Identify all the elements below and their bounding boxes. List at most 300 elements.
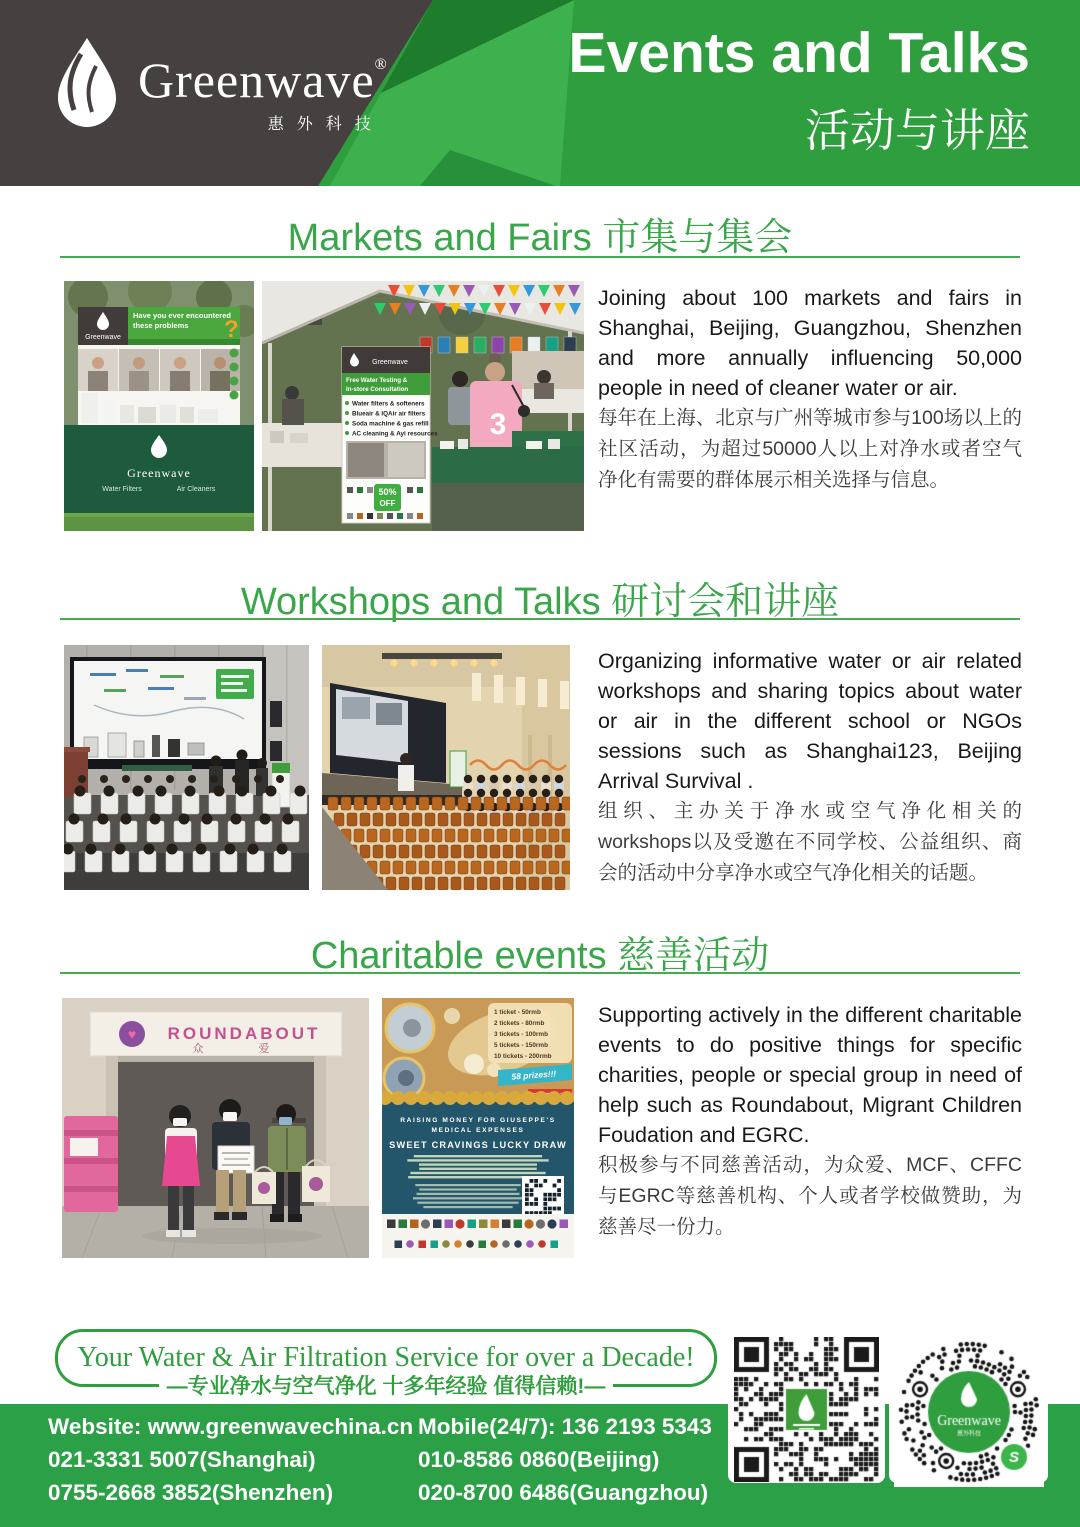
seat <box>360 813 370 826</box>
sponsor-logo <box>399 1220 408 1229</box>
roundabout-heart-icon: ♥ <box>127 1026 137 1042</box>
seat <box>438 813 448 826</box>
page-title-chinese: 活动与讲座 <box>804 105 1030 156</box>
audience-body <box>502 782 512 790</box>
chair <box>236 793 253 814</box>
banner-logo <box>357 487 363 493</box>
scallop <box>443 1091 457 1105</box>
chair <box>201 821 218 842</box>
audience-head <box>254 775 262 783</box>
tablecloth-brand: Greenwave <box>127 466 191 480</box>
seat <box>542 877 552 890</box>
sponsor-logo <box>560 1220 569 1229</box>
auditorium-photo <box>322 645 570 890</box>
audience-head <box>196 844 207 855</box>
tablecloth-item-left: Water Filters <box>102 486 142 493</box>
banner-question-line1: Have you ever encountered <box>133 311 231 320</box>
seat <box>471 829 481 842</box>
banner-logo <box>367 513 373 519</box>
water-drop-icon <box>50 36 122 132</box>
world-flag <box>510 337 522 353</box>
world-flag <box>474 337 486 353</box>
seat <box>438 877 448 890</box>
audience-head <box>188 775 196 783</box>
section-title-en: Markets and Fairs <box>287 217 592 259</box>
ticket-price-5: 10 tickets - 200rmb <box>494 1053 552 1060</box>
text-bar <box>407 1159 548 1161</box>
greenwave-logo <box>50 36 388 134</box>
sponsor-logo <box>421 1219 430 1228</box>
seat <box>464 845 474 858</box>
sponsor-logo <box>466 1240 474 1248</box>
sponsor-logo <box>491 1220 500 1229</box>
scallop <box>560 1091 574 1105</box>
banner-logo <box>387 513 393 519</box>
seat <box>451 877 461 890</box>
seat <box>536 797 546 810</box>
qr-pixel <box>525 1202 529 1206</box>
text-bar <box>410 1172 545 1174</box>
sponsor-logo <box>547 1219 556 1228</box>
section-title-zh: 市集与集会 <box>602 217 793 259</box>
chair <box>74 793 91 814</box>
seat <box>529 845 539 858</box>
banner-logo <box>367 487 373 493</box>
seat <box>477 813 487 826</box>
seat <box>510 861 520 874</box>
audience-head <box>276 775 284 783</box>
qr-pixel <box>543 1207 547 1211</box>
seat <box>523 829 533 842</box>
seat <box>503 845 513 858</box>
seat <box>458 829 468 842</box>
seat <box>490 877 500 890</box>
seat <box>497 797 507 810</box>
scallop <box>508 1091 522 1105</box>
sponsor-logo <box>524 1219 533 1228</box>
sponsor-logo <box>514 1240 522 1248</box>
section-title-zh: 慈善活动 <box>617 935 770 977</box>
seat <box>412 845 422 858</box>
qr-pixel <box>548 1207 552 1211</box>
scallop <box>547 1091 561 1105</box>
audience-head <box>464 789 472 797</box>
sponsor-logo <box>455 1219 464 1228</box>
seat <box>419 861 429 874</box>
sponsor-logo <box>442 1240 450 1248</box>
qr-pixel <box>525 1193 529 1197</box>
seat <box>425 813 435 826</box>
section-title-workshops <box>0 570 1080 625</box>
seat <box>490 845 500 858</box>
seat <box>393 797 403 810</box>
phone-shenzhen: 0755-2668 3852(Shenzhen) <box>48 1480 334 1505</box>
qr-pixel <box>530 1193 534 1197</box>
flyer-headline-2: MEDICAL EXPENSES <box>431 1127 525 1134</box>
audience-head <box>86 844 97 855</box>
audience-head <box>75 786 86 797</box>
world-flag <box>438 337 450 353</box>
chair <box>120 821 137 842</box>
scallop <box>534 1091 548 1105</box>
seat <box>354 797 364 810</box>
wechat-qr-code <box>734 1337 879 1482</box>
qr-pixel <box>557 1188 561 1192</box>
seat <box>555 813 565 826</box>
qr-pixel <box>548 1197 552 1201</box>
text-bar <box>417 1202 518 1204</box>
qr-pixel <box>548 1193 552 1197</box>
audience-body <box>541 782 551 790</box>
world-flag <box>492 337 504 353</box>
seat <box>510 829 520 842</box>
workshops-text <box>598 646 1022 889</box>
banner-logo <box>417 513 423 519</box>
sponsor-logo <box>468 1220 477 1229</box>
seat <box>432 861 442 874</box>
audience-head <box>69 814 80 825</box>
sponsor-logo <box>514 1220 523 1229</box>
audience-head <box>104 786 115 797</box>
seat <box>484 861 494 874</box>
seat <box>536 829 546 842</box>
seat <box>516 813 526 826</box>
seat <box>451 845 461 858</box>
roundabout-sign: ROUNDABOUT <box>167 1024 321 1043</box>
rollup-bullet-2: Blueair & IQAir air filters <box>352 410 426 418</box>
seat <box>399 877 409 890</box>
audience-head <box>179 814 190 825</box>
sponsor-logo <box>454 1240 462 1248</box>
contact-column-left <box>48 1410 413 1509</box>
rollup-title-1: Free Water Testing & <box>346 377 408 384</box>
roundabout-photo <box>62 998 369 1258</box>
text-bar <box>414 1155 542 1157</box>
seat <box>406 861 416 874</box>
qr-pixel <box>553 1207 557 1211</box>
workshop-hall-photo <box>64 645 309 890</box>
qr-pixel <box>525 1184 529 1188</box>
qr-pixel <box>534 1184 538 1188</box>
audience-head <box>555 789 563 797</box>
banner-logo <box>357 513 363 519</box>
seat <box>432 829 442 842</box>
prizes-label: 58 prizes!!! <box>511 1068 557 1082</box>
qr-pixel <box>525 1197 529 1201</box>
sponsor-logo <box>479 1241 487 1249</box>
seat <box>380 829 390 842</box>
seat <box>516 845 526 858</box>
sponsor-logo <box>410 1220 419 1229</box>
audience-head <box>555 775 563 783</box>
seat <box>451 813 461 826</box>
charity-flyer-photo <box>382 998 574 1258</box>
qr-pixel <box>530 1202 534 1206</box>
seat <box>562 829 570 842</box>
seat <box>497 829 507 842</box>
audience-head <box>144 775 152 783</box>
seat <box>549 829 559 842</box>
audience-head <box>529 789 537 797</box>
seat <box>412 813 422 826</box>
shirt-number: 3 <box>489 408 507 441</box>
qr-pixel <box>543 1202 547 1206</box>
seat <box>484 829 494 842</box>
audience-head <box>210 775 218 783</box>
audience-head <box>503 789 511 797</box>
text-bar <box>423 1206 512 1208</box>
audience-head <box>98 814 109 825</box>
audience-head <box>122 775 130 783</box>
qr-pixel <box>557 1179 561 1183</box>
brand-chinese: 惠外科技 <box>267 116 384 133</box>
tagline-box <box>55 1329 717 1398</box>
scallop <box>417 1091 431 1105</box>
sponsor-logo <box>433 1220 442 1229</box>
section-title-charity <box>0 924 1080 979</box>
seat <box>373 813 383 826</box>
chair <box>166 851 183 872</box>
discount-pct: 50% <box>378 487 397 497</box>
market-stall-photo <box>262 281 584 531</box>
banner-logo <box>417 487 423 493</box>
text-bar <box>415 1184 520 1186</box>
audience-head <box>121 814 132 825</box>
audience-body <box>528 782 538 790</box>
seat <box>471 861 481 874</box>
audience-head <box>156 786 167 797</box>
sponsor-logo <box>536 1219 545 1228</box>
seat <box>458 797 468 810</box>
seat <box>523 797 533 810</box>
contact-column-right <box>418 1410 712 1509</box>
markets-body-zh: 每年在上海、北京与广州等城市参与100场以上的社区活动，为超过50000人以上对净水或者空气净化有需要的群体展示相关选择与信息。 <box>598 407 1022 491</box>
banner-logo <box>407 513 413 519</box>
seat <box>386 813 396 826</box>
phone-beijing: 010-8586 0860(Beijing) <box>418 1447 660 1472</box>
seat <box>516 877 526 890</box>
world-flag <box>564 337 576 353</box>
qr-pixel <box>534 1202 538 1206</box>
section-rule <box>60 618 1020 620</box>
world-flag <box>528 337 540 353</box>
seat <box>549 861 559 874</box>
seat <box>484 797 494 810</box>
booth-grass <box>64 513 254 531</box>
audience-head <box>133 786 144 797</box>
section-title-en: Charitable events <box>310 935 607 977</box>
audience-body <box>463 782 473 790</box>
seat <box>432 797 442 810</box>
seat <box>471 797 481 810</box>
audience-head <box>529 775 537 783</box>
seat <box>503 877 513 890</box>
sponsor-logo <box>406 1240 414 1248</box>
seat <box>412 877 422 890</box>
text-bar <box>419 1188 516 1190</box>
banner-logo <box>397 513 403 519</box>
chair <box>247 851 264 872</box>
section-title-zh: 研讨会和讲座 <box>611 581 840 623</box>
seat <box>464 813 474 826</box>
section-title-markets <box>0 206 1080 261</box>
scallop <box>469 1091 483 1105</box>
qr-pixel <box>543 1179 547 1183</box>
audience-head <box>232 775 240 783</box>
qr-pixel <box>557 1207 561 1211</box>
sponsor-logo <box>502 1240 510 1248</box>
seat <box>445 797 455 810</box>
banner-question-mark: ? <box>224 316 239 343</box>
audience-head <box>214 786 225 797</box>
audience-head <box>490 775 498 783</box>
sponsor-logo <box>479 1220 488 1229</box>
header <box>0 0 1080 186</box>
audience-body <box>554 782 564 790</box>
workshops-body-zh: 组织、主办关于净水或空气净化相关的workshops以及受邀在不同学校、公益组织、商会的活动中分享净水或空气净化相关的话题。 <box>598 800 1022 884</box>
website-line: Website: www.greenwavechina.cn <box>48 1414 414 1439</box>
sponsor-logo <box>538 1240 546 1248</box>
seat <box>386 877 396 890</box>
seat <box>406 829 416 842</box>
section-rule <box>60 972 1020 974</box>
charity-body-zh: 积极参与不同慈善活动，为众爱、MCF、CFFC与EGRC等慈善机构、个人或者学校做赞助，为慈善尽一份力。 <box>598 1154 1022 1238</box>
seat <box>497 861 507 874</box>
audience-head <box>542 775 550 783</box>
flyer-headline-1: RAISING MONEY FOR GIUSEPPE'S <box>400 1117 556 1124</box>
text-bar <box>413 1197 523 1199</box>
markets-body-en: Joining about 100 markets and fairs in Shanghai, Beijing, Guangzhou, Shenzhen and more annually influencing 50,000 people in need of cleaner water or air. <box>598 286 1022 400</box>
banner-logo <box>347 513 353 519</box>
scallop <box>482 1091 496 1105</box>
seat <box>562 861 570 874</box>
audience-head <box>477 789 485 797</box>
seat <box>438 845 448 858</box>
logo-text <box>138 36 388 134</box>
world-flag <box>456 337 468 353</box>
audience-head <box>266 786 277 797</box>
qr-pixel <box>525 1188 529 1192</box>
seat <box>393 829 403 842</box>
audience-head <box>225 844 236 855</box>
audience-head <box>516 789 524 797</box>
scallop <box>404 1091 418 1105</box>
audience-head <box>477 775 485 783</box>
wechat-qr-panel <box>728 1332 885 1483</box>
seat <box>529 877 539 890</box>
seat <box>360 845 370 858</box>
rollup-bullet-3: Soda machine & gas refill <box>352 420 429 428</box>
seat <box>354 829 364 842</box>
sponsor-logo <box>551 1241 559 1249</box>
phone-guangzhou: 020-8700 6486(Guangzhou) <box>418 1480 709 1505</box>
scallop <box>430 1091 444 1105</box>
donation-cabinet <box>64 1116 118 1212</box>
sponsor-logo <box>419 1241 427 1249</box>
seat <box>542 813 552 826</box>
chair <box>85 851 102 872</box>
workshops-body-en: Organizing informative water or air related workshops and sharing topics about water or air in the different school or NGOs sessions such as Shanghai123, Beijing Arrival Survival . <box>598 649 1022 793</box>
audience-head <box>78 775 86 783</box>
mobile-line: Mobile(24/7): 136 2193 5343 <box>418 1414 712 1439</box>
audience-head <box>166 775 174 783</box>
seat <box>555 877 565 890</box>
ticket-price-4: 5 tickets - 150rmb <box>494 1042 548 1049</box>
sponsor-logo <box>526 1240 534 1248</box>
audience-head <box>185 786 196 797</box>
roundabout-sign-cn: 众 爱 <box>192 1043 296 1055</box>
booth-brand-label: Greenwave <box>85 334 121 341</box>
qr-pixel <box>553 1197 557 1201</box>
qr-pixel <box>543 1193 547 1197</box>
audience-head <box>295 786 306 797</box>
flyer-title: SWEET CRAVINGS LUCKY DRAW <box>389 1140 567 1150</box>
seat <box>399 813 409 826</box>
seat <box>425 845 435 858</box>
miniprogram-qr-code <box>894 1337 1044 1487</box>
seat <box>523 861 533 874</box>
banner-question-line2: these problems <box>133 321 189 330</box>
seat <box>458 861 468 874</box>
audience-body <box>489 782 499 790</box>
seat <box>380 861 390 874</box>
seat <box>549 797 559 810</box>
audience-head <box>516 775 524 783</box>
qr-pixel <box>530 1188 534 1192</box>
seat <box>477 877 487 890</box>
seat <box>419 829 429 842</box>
banner-logo <box>347 487 353 493</box>
scallop <box>456 1091 470 1105</box>
hall-screen <box>70 657 266 769</box>
booth-photo <box>64 281 254 531</box>
seat <box>399 845 409 858</box>
discount-off: OFF <box>379 499 396 508</box>
qr-pixel <box>539 1184 543 1188</box>
qr-pixel <box>543 1197 547 1201</box>
section-title-en: Workshops and Talks <box>240 581 601 623</box>
sponsor-logo <box>490 1240 498 1248</box>
section-rule <box>60 256 1020 258</box>
world-flag <box>546 337 558 353</box>
charity-text <box>598 1000 1022 1243</box>
markets-text <box>598 283 1022 496</box>
audience-head <box>150 814 161 825</box>
audience-head <box>100 775 108 783</box>
ticket-price-1: 1 ticket - 50rmb <box>494 1009 541 1016</box>
seat <box>380 797 390 810</box>
audience-head <box>464 775 472 783</box>
charity-body-en: Supporting actively in the different charitable events to do positive things for specific charities, people or special group in need of help such as Roundabout, Migrant Children Foudation and EGRC. <box>598 1003 1022 1147</box>
text-bar <box>419 1163 537 1165</box>
banner-logo <box>407 487 413 493</box>
audience-head <box>202 814 213 825</box>
seat <box>503 813 513 826</box>
audience-head <box>283 814 294 825</box>
seat <box>328 797 338 810</box>
sponsor-logo <box>395 1241 403 1249</box>
text-bar <box>419 1168 537 1170</box>
scallop <box>391 1091 405 1105</box>
seat <box>367 829 377 842</box>
audience-head <box>248 844 259 855</box>
sponsor-logo <box>387 1220 396 1229</box>
seat <box>373 845 383 858</box>
rollup-brand: Greenwave <box>372 359 408 366</box>
sponsor-logo <box>502 1220 511 1229</box>
seat <box>347 813 357 826</box>
scallop <box>495 1091 509 1105</box>
